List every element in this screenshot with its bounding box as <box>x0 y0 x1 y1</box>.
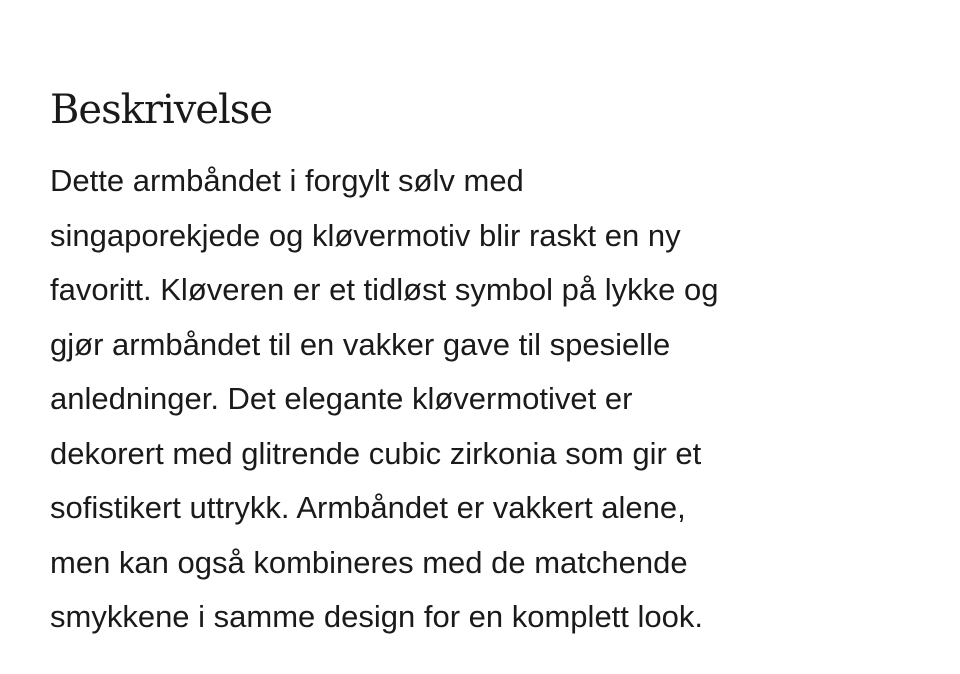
description-text: Dette armbåndet i forgylt sølv med singaporekjede og kløvermotiv blir raskt en ny favoritt. Kløveren er et tidløst symbol på lykke og gjør armbåndet til en vakker gave til spesielle anledninger. Det elegante kløvermotivet er dekorert med glitrende cubic zirkonia som gir et sofistikert uttrykk. Armbåndet er vakkert alene, men kan også kombineres med de matchende smykkene i samme design for en komplett look. <box>50 163 719 634</box>
description-heading: Beskrivelse <box>50 87 273 133</box>
product-description-section <box>50 84 910 645</box>
